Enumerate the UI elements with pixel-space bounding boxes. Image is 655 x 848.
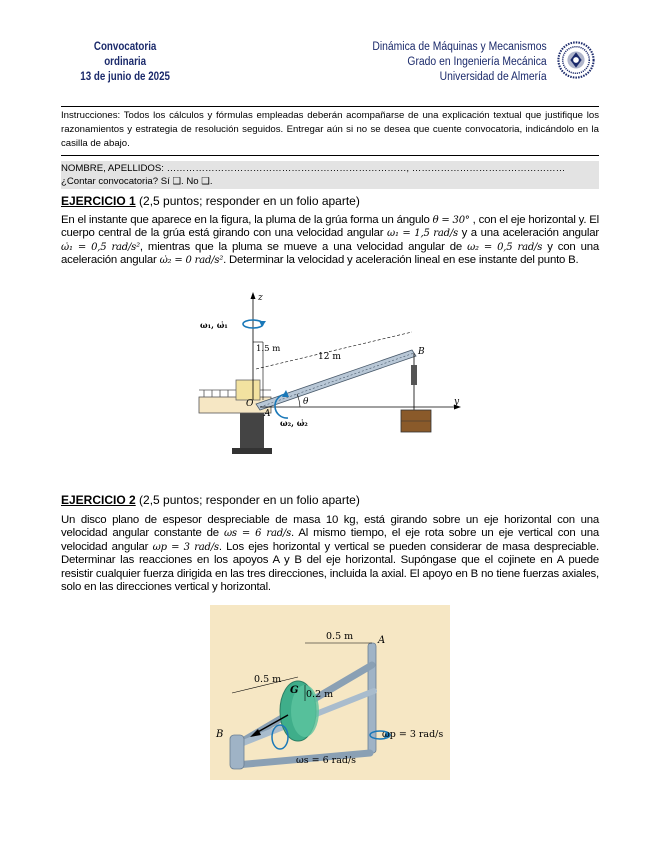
exercise-1-title: EJERCICIO 1 [61, 194, 136, 208]
session-name: Convocatoria ordinaria [93, 41, 157, 68]
dim-0.5m-left: 0.5 m [254, 674, 282, 685]
degree-name: Grado en Ingeniería Mecánica [407, 56, 547, 68]
ex1-text: , con el eje horizontal y. El cuerpo central de la grúa está girando con una velocidad angular [61, 214, 599, 240]
exercise-2-title: EJERCICIO 2 [61, 493, 136, 507]
ex1-text: y con una aceleración angular [61, 240, 600, 267]
name-line: NOMBRE, APELLIDOS: …………………………………………………………………, ………………………………………… [61, 163, 566, 174]
point-A-label: A [264, 409, 271, 419]
exercise-1-heading [61, 194, 360, 208]
omega2-value: ω₂ = 0,5 rad/s [467, 241, 543, 253]
ex1-text: En el instante que aparece en la figura, la pluma de la grúa forma un ángulo [61, 214, 433, 226]
omega1-value: ω₁ = 1,5 rad/s [386, 228, 458, 240]
ex1-text: , mientras que la pluma se mueve a una velocidad angular de [139, 240, 468, 253]
omega-s-value: ωs = 6 rad/s [223, 528, 292, 540]
count-exam-line: ¿Contar convocatoria? Sí ❑. No ❑. [61, 176, 213, 187]
session-date: 13 de junio de 2025 [80, 71, 170, 83]
university-seal-icon [557, 41, 595, 79]
dim-0.5m-top: 0.5 m [326, 631, 354, 642]
dim-1.5m: 1.5 m [256, 344, 281, 354]
z-axis-label: z [258, 293, 263, 303]
course-info [373, 40, 547, 85]
university-name: Universidad de Almería [439, 71, 547, 83]
instructions-block: Instrucciones: Todos los cálculos y fórmulas empleadas deberán acompañarse de una explicación textual que justifique los razonamientos y estrategia de resolución seguidos. Entregar aún si no se desea que cuente convocatoria, indicándolo en la casilla de abajo. [61, 106, 599, 156]
support-A-label: A [378, 635, 386, 646]
y-axis-label: y [454, 397, 460, 407]
omega1-label: ω₁, ω̇₁ [200, 320, 228, 330]
exercise-2-heading [61, 493, 360, 507]
student-info-box [61, 161, 599, 189]
bearing-B-post [230, 735, 244, 769]
alpha1-value: ω̇₁ = 0,5 rad/s² [61, 241, 140, 253]
alpha2-value: ω̇₂ = 0 rad/s² [159, 255, 224, 267]
point-O-label: O [246, 399, 254, 409]
disk-shaft-figure [210, 605, 450, 780]
exercise-1-statement [61, 214, 599, 268]
ex1-text: y a una aceleración angular [457, 227, 599, 240]
support-B-label: B [216, 729, 224, 740]
ex2-text: . Al mismo tiempo, el eje rota sobre un eje vertical con una velocidad angular [61, 527, 599, 553]
dim-0.2m: 0.2 m [306, 689, 334, 700]
omega2-label: ω₂, ω̇₂ [280, 418, 308, 428]
omega-p-value: ωp = 3 rad/s [152, 541, 219, 553]
crane-base [240, 412, 264, 450]
exercise-1-points: (2,5 puntos; responder en un folio aparte) [135, 194, 360, 208]
crane-figure [196, 290, 466, 462]
ex2-text: Un disco plano de espesor despreciable de masa 10 kg, está girando sobre un eje horizontal con una velocidad angular constante de [61, 514, 599, 540]
exercise-2-statement [61, 514, 599, 594]
theta-value: θ = 30° [432, 215, 470, 226]
omega-p-label: ωp = 3 rad/s [382, 729, 444, 740]
dim-12m: 12 m [318, 352, 341, 362]
ex2-text: . Los ejes horizontal y vertical se pueden considerar de masa despreciable. Determinar las reacciones en los apoyos A y B del eje horizontal. Supóngase que el cojinete en A puede resistir cualquier fuerza dirigida en las tres direcciones, incluida la axial. El apoyo en B no tiene fuerzas axiales, solo en las direcciones vertical y horizontal. [61, 540, 599, 594]
ex1-text: . Determinar la velocidad y aceleración lineal en ese instante del punto B. [223, 254, 579, 267]
course-name: Dinámica de Máquinas y Mecanismos [372, 41, 547, 53]
omega-s-label: ωs = 6 rad/s [296, 755, 357, 766]
center-G-label: G [290, 685, 299, 696]
bearing-A-post [368, 643, 376, 753]
point-B-label: B [418, 347, 425, 357]
exercise-2-points: (2,5 puntos; responder en un folio aparte) [135, 493, 360, 507]
exam-session [72, 40, 178, 85]
theta-label: θ [303, 397, 309, 407]
